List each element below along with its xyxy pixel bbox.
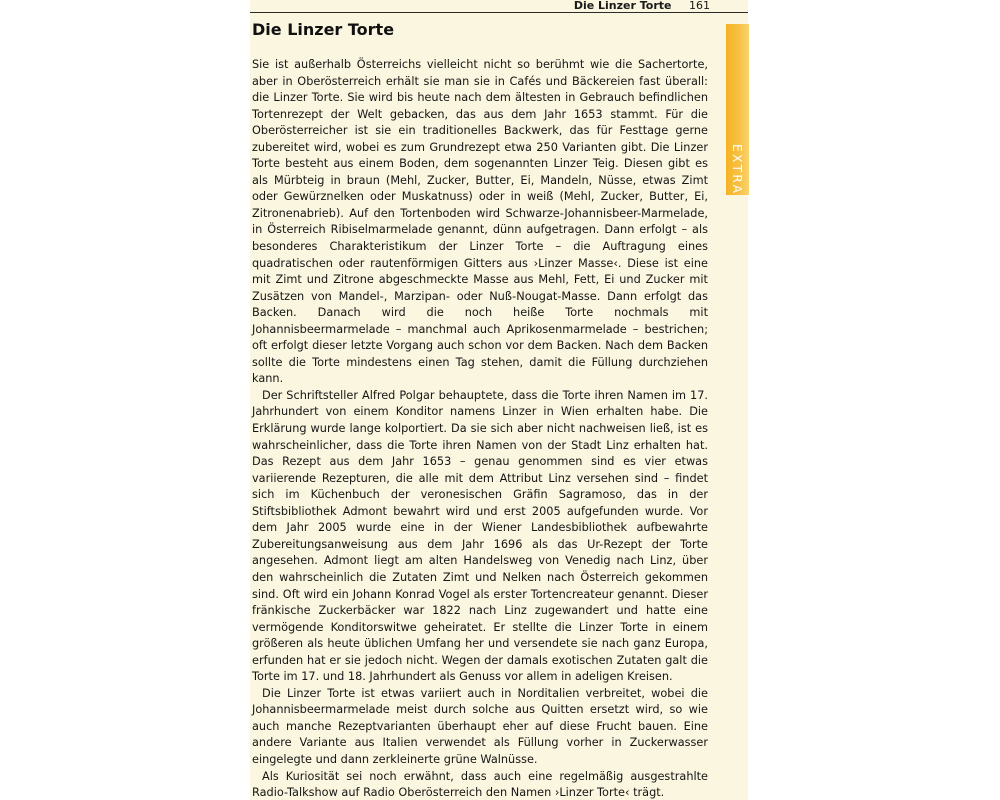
- running-head: [250, 0, 748, 13]
- paragraph: Der Schriftsteller Alfred Polgar behauptete, dass die Torte ihren Namen im 17. Jahrhundert von einem Konditor namens Linzer in Wien erhalten habe. Die Erklärung wurde lange kolportiert. Da sie sich aber nicht nachweisen ließ, ist es wahrscheinlicher, dass die Torte ihren Namen von der Stadt Linz erhalten hat. Das Rezept aus dem Jahr 1653 – genau genommen sind es vier etwas variierende Rezepturen, die alle mit dem Attribut Linz versehen sind – findet sich im Küchenbuch der veronesischen Gräfin Sagramoso, das in der Stiftsbibliothek Admont bewahrt wird und erst 2005 aufgefunden wurde. Vor dem Jahr 2005 wurde eine in der Wiener Landesbibliothek aufbewahrte Zubereitungsanweisung aus dem Jahr 1696 als das Ur-Rezept der Torte angesehen. Admont liegt am alten Handelsweg von Venedig nach Linz, über den wahrscheinlich die Zutaten Zimt und Nelken nach Österreich gekommen sind. Oft wird ein Johann Konrad Vogel als erster Tortencreateur genannt. Dieser fränkische Zuckerbäcker war 1822 nach Linz zugewandert und hatte eine vermögende Konditorswitwe geheiratet. Er stellte die Linzer Torte in einem größeren als heute üblichen Umfang her und versendete sie nach ganz Europa, erfunden hat er sie jedoch nicht. Wegen der damals exotischen Zutaten galt die Torte im 17. und 18. Jahrhundert als Genuss vor allem in adeligen Kreisen.: [252, 388, 708, 684]
- paragraph: Die Linzer Torte ist etwas variiert auch in Norditalien verbreitet, wobei die Johannisbeermarmelade meist durch solche aus Quitten ersetzt wird, so wie auch manche Rezeptvarianten überhaupt eher auf diese Frucht bauen. Eine andere Variante aus Italien verwendet als Füllung vorher in Zuckerwasser eingelegte und dann zerkleinerte grüne Walnüsse.: [252, 686, 708, 766]
- extra-tab-label: EXTRA: [730, 144, 744, 196]
- book-page: [250, 0, 748, 800]
- paragraph: Sie ist außerhalb Österreichs vielleicht nicht so berühmt wie die Sachertorte, aber in Oberösterreich erhält sie man sie in Cafés und Bäckereien fast überall: die Linzer Torte. Sie wird bis heute nach dem ältesten in Gebrauch befindlichen Tortenrezept der Welt gebacken, das aus dem Jahr 1653 stammt. Für die Oberösterreicher ist sie ein traditionelles Backwerk, das für Festtage gerne zubereitet wird, wobei es zum Grundrezept etwa 250 Varianten gibt. Die Linzer Torte besteht aus einem Boden, dem sogenannten Linzer Teig. Diesen gibt es als Mürbteig in braun (Mehl, Zucker, Butter, Ei, Mandeln, Nüsse, etwas Zimt oder Gewürznelken oder Muskatnuss) oder in weiß (Mehl, Zucker, Butter, Ei, Zitronenabrieb). Auf den Tortenboden wird Schwarze-Johannisbeer-Marmelade, in Österreich Ribiselmarmelade genannt, dünn aufgetragen. Dann erfolgt – als besonderes Charakteristikum der Linzer Torte – die Auftragung eines quadratischen oder rautenförmigen Gitters aus ›Linzer Masse‹. Diese ist eine mit Zimt und Zitrone abgeschmeckte Masse aus Mehl, Fett, Ei und Zucker mit Zusätzen von Mandel-, Marzipan- oder Nuß-Nougat-Masse. Dann erfolgt das Backen. Danach wird die noch heiße Torte nochmals mit Johannisbeermarmelade – manchmal auch Aprikosenmarmelade – bestrichen; oft erfolgt dieser letzte Vorgang auch schon vor dem Backen. Nach dem Backen sollte die Torte mindestens einen Tag stehen, damit die Füllung durchziehen kann.: [252, 58, 708, 386]
- page-number: 161: [689, 0, 710, 12]
- paragraph: Als Kuriosität sei noch erwähnt, dass auch eine regelmäßig ausgestrahlte Radio-Talkshow auf Radio Oberösterreich den Namen ›Linzer Torte‹ trägt.: [252, 769, 708, 800]
- running-head-title: Die Linzer Torte: [573, 0, 672, 12]
- article-headline: Die Linzer Torte: [252, 20, 395, 39]
- article-body: [252, 57, 708, 800]
- extra-thumb-tab: [726, 24, 749, 195]
